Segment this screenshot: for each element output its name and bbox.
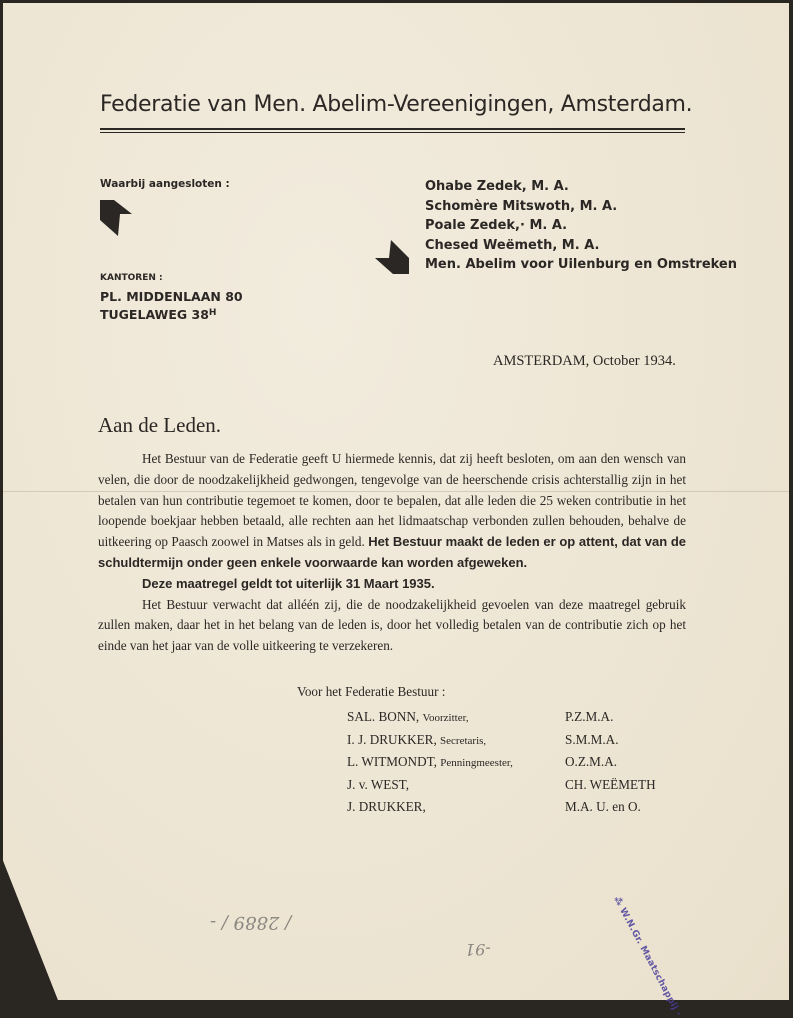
signature-intro: Voor het Federatie Bestuur : xyxy=(297,684,446,699)
arrow-mark-icon xyxy=(375,240,409,274)
salutation: Aan de Leden. xyxy=(98,413,222,437)
title-double-rule xyxy=(100,128,685,133)
arrow-mark-icon xyxy=(100,200,134,236)
letter-body xyxy=(98,449,686,657)
member-associations-list xyxy=(425,177,737,275)
address-line: PL. MIDDENLAAN 80 xyxy=(100,289,243,304)
offices-label: KANTOREN : xyxy=(100,273,163,283)
member-item: Men. Abelim voor Uilenburg en Omstreken xyxy=(425,257,737,272)
member-item: Poale Zedek,· M. A. xyxy=(425,218,568,233)
dateline: AMSTERDAM, October 1934. xyxy=(493,353,676,369)
archive-stamp: ⁂ W.N.Gr. Maatschappij · xyxy=(611,895,684,1018)
affiliated-label: Waarbij aangesloten : xyxy=(100,178,230,190)
pencil-annotation: / 2889 / - xyxy=(210,912,292,933)
letterhead-title: Federatie van Men. Abelim-Vereenigingen, Amsterdam. xyxy=(100,92,693,117)
deadline-notice: Deze maatregel geldt tot uiterlijk 31 Maart 1935. xyxy=(142,575,435,591)
pencil-annotation: -91 xyxy=(465,940,491,959)
office-addresses xyxy=(100,288,243,323)
member-item: Ohabe Zedek, M. A. xyxy=(425,179,569,194)
bold-warning: Het Bestuur maakt de leden er op attent, dat van de schuldtermijn onder geen enkele voorwaarde kan worden afgeweken. xyxy=(98,534,686,570)
member-item: Chesed Weëmeth, M. A. xyxy=(425,237,600,253)
body-paragraph: Het Bestuur verwacht dat alléén zij, die de noodzakelijkheid gevoelen van deze maatregel gebruik zullen maken, daar het in het belang van de leden is, door het volledig betalen van de contributie zich op het einde van het jaar van de volle uitkeering te verzekeren. xyxy=(98,596,686,654)
address-line: TUGELAWEG $38^H$ xyxy=(100,307,217,322)
body-paragraph: Het Bestuur van de Federatie geeft U hiermede kennis, dat zij heeft besloten, om aan den wensch van velen, die door de noodzakelijkheid gedwongen, tengevolge van de heerschende crisis achterstallig zijn in het betalen van hun contributie tegemoet te komen, door te bepalen, dat alle leden die 25 weken contributie in het loopende boekjaar hebben betaald, alle rechten aan het lidmaatschap verbonden zullen behouden, behalve de uitkeering op Paasch zoowel in Matses als in geld. Het Bestuur maakt de leden er op attent, dat van de schuldtermijn onder geen enkele voorwaarde kan worden afgeweken. xyxy=(98,451,686,570)
member-item: Schomère Mitswoth, M. A. xyxy=(425,198,618,214)
